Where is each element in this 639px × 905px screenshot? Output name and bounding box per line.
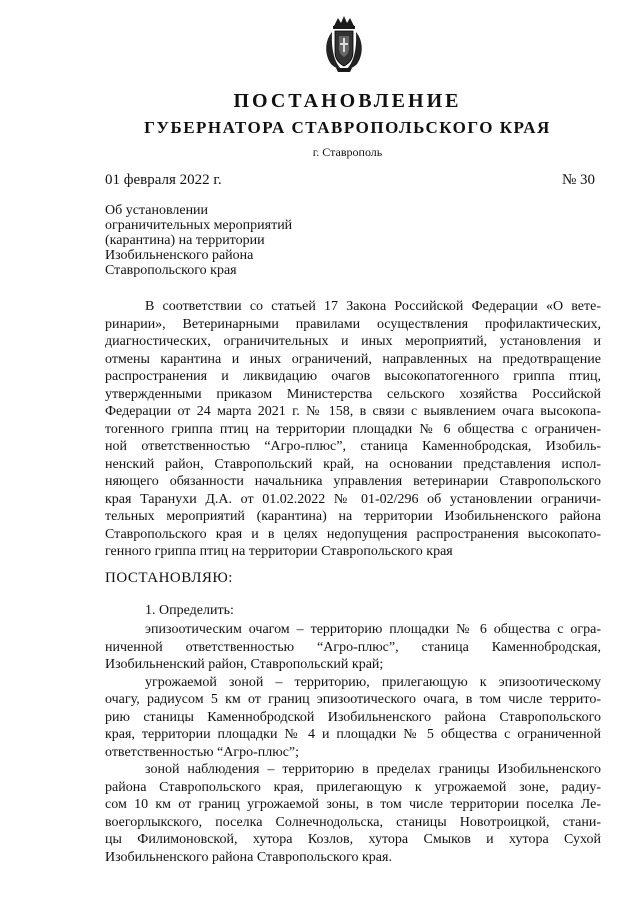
item-1-line: края, территории площадки № 4 и площадки № 5 общества с ограниченной (105, 727, 601, 742)
item-1-line: рию станицы Каменнобродской Изобильненского района Ставропольского (105, 709, 601, 725)
document-number: № 30 (561, 172, 595, 188)
preamble-line: В соответствии со статьей 17 Закона Российской Федерации «О вете- (145, 299, 601, 314)
item-1-line: сом 10 км от границ угрожаемой зоны, в том числе территории поселка Ле- (105, 797, 601, 812)
item-1-line: зоной наблюдения – территорию в пределах границы Изобильненского (145, 762, 601, 777)
item-1-line: воегорлыкского, поселка Солнечнодольска, станицы Новотроицкой, стани- (105, 814, 601, 830)
preamble-line: распространения и ликвидацию очагов высокопатогенного гриппа птиц, (105, 369, 601, 384)
document-date: 01 февраля 2022 г. (105, 172, 222, 188)
preamble-line: тогенного гриппа птиц на территории площадки № 6 общества с ограничен- (105, 421, 601, 437)
preamble-line: края Таранухи Д.А. от 01.02.2022 № 01-02/296 об установлении ограничи- (105, 491, 601, 507)
subject-line: Ставропольского края (105, 263, 237, 278)
decree-word: ПОСТАНОВЛЯЮ: (105, 570, 233, 586)
item-1-line: эпизоотическим очагом – территорию площадки № 6 общества с огра- (145, 622, 601, 637)
subject-line: Изобильненского района (105, 248, 254, 263)
preamble-line: Ставропольского края и в целях недопущения распространения высокопато- (105, 526, 601, 542)
subject-line: Об установлении (105, 203, 209, 218)
issue-city: г. Ставрополь (312, 145, 383, 159)
preamble-line: няющего обязанности начальника управления ветеринарии Ставропольского (105, 474, 601, 489)
item-1-line: района Ставропольского края, прилегающую к угрожаемой зоне, радиу- (105, 779, 601, 795)
preamble-line: генного гриппа птиц на территории Ставропольского края (105, 544, 453, 559)
item-1-line: цы Филимоновской, хутора Козлов, хутора Смыков и хутора Сухой (105, 832, 601, 847)
preamble-line: отмены карантина и иных ограничений, направленных на предотвращение (105, 351, 601, 367)
document-title: ПОСТАНОВЛЕНИЕ (233, 90, 462, 112)
item-1-line: ответственностью “Агро-плюс”; (105, 744, 300, 760)
item-1-line: Изобильненского района Ставропольского края. (105, 849, 392, 865)
subject-line: (карантина) на территории (105, 233, 265, 248)
preamble-line: диагностических, ограничительных и иных мероприятий, установления и (105, 334, 601, 349)
preamble-line: утвержденными приказом Министерства сельского хозяйства Российской (105, 386, 601, 402)
item-1-heading: 1. Определить: (145, 603, 234, 618)
preamble-line: ринарии», Ветеринарными правилами осуществления профилактических, (105, 316, 601, 332)
item-1-line: ниченной ответственностью “Агро-плюс”, станица Каменнобродская, (105, 639, 601, 655)
preamble-paragraph (105, 298, 601, 561)
subject-line: ограничительных мероприятий (105, 218, 293, 233)
document-subject (105, 203, 365, 278)
preamble-line: ной ответственностью “Агро-плюс”, станица Каменнобродская, Изобиль- (105, 439, 601, 454)
item-1-line: угрожаемой зоной – территорию, прилегающую к эпизоотическому (145, 674, 601, 690)
preamble-line: ненский район, Ставропольский край, на основании представления испол- (105, 456, 601, 472)
stavropol-coat-of-arms-icon (322, 14, 366, 74)
issuer-title: ГУБЕРНАТОРА СТАВРОПОЛЬСКОГО КРАЯ (144, 118, 551, 137)
preamble-line: Федерации от 24 марта 2021 г. № 158, в связи с выявлением очага высокопа- (105, 404, 601, 419)
preamble-line: тельных мероприятий (карантина) на территории Изобильненского района (105, 509, 601, 524)
item-1-line: очагу, радиусом 5 км от границ эпизоотического очага, в том числе террито- (105, 692, 601, 707)
item-1-line: Изобильненский район, Ставропольский край; (105, 657, 384, 672)
item-1-body (105, 621, 601, 866)
